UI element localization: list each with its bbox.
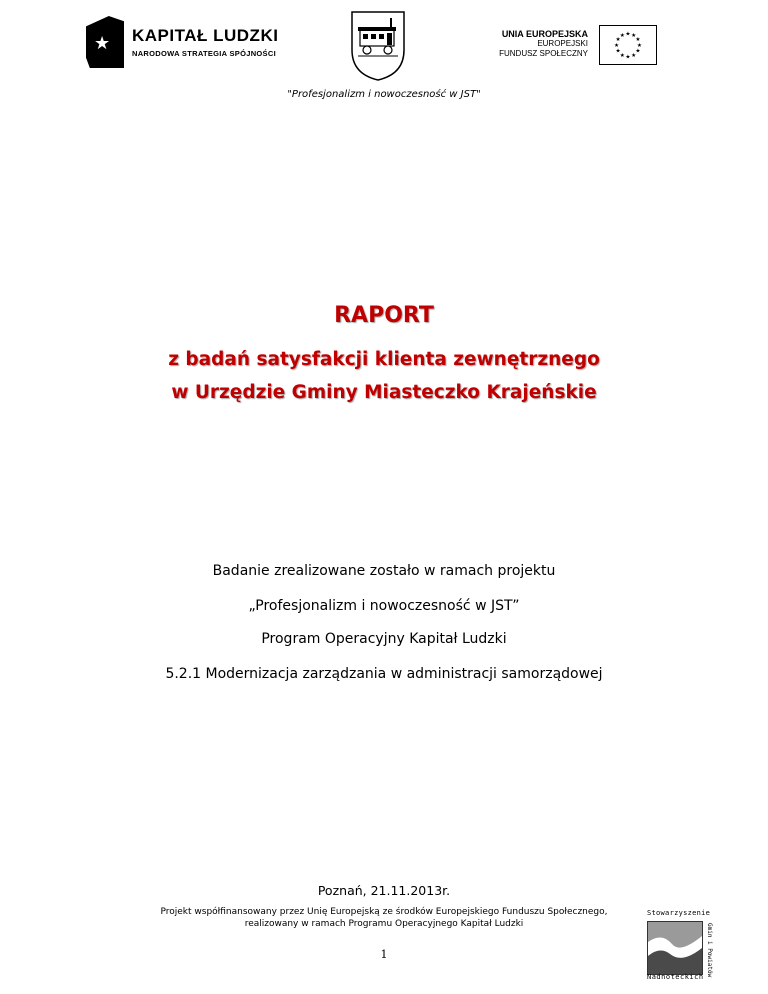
svg-text:★: ★	[631, 32, 637, 39]
svg-text:★: ★	[615, 37, 621, 44]
association-logo-side: Gmin i Powiatów	[706, 923, 713, 978]
info-line-3: Program Operacyjny Kapitał Ludzki	[261, 631, 507, 647]
association-logo-top: Stowarzyszenie	[647, 909, 711, 917]
kapital-ludzki-logo	[86, 16, 279, 68]
svg-text:★: ★	[615, 48, 621, 55]
footnote-line-2: realizowany w ramach Programu Operacyjnego Kapitał Ludzki	[244, 919, 524, 929]
report-subtitle-line-1: z badań satysfakcji klienta zewnętrznego	[168, 349, 600, 370]
eu-line-3: FUNDUSZ SPOŁECZNY	[499, 49, 588, 58]
kapital-ludzki-title: KAPITAŁ LUDZKI	[132, 26, 279, 45]
svg-text:★: ★	[619, 32, 625, 39]
association-map-icon	[647, 921, 703, 975]
page-number: 1	[380, 948, 388, 961]
eu-label	[484, 29, 588, 59]
place-date: Poznań, 21.11.2013r.	[317, 883, 451, 898]
info-line-1: Badanie zrealizowane zostało w ramach projektu	[212, 563, 556, 579]
svg-text:★: ★	[614, 42, 620, 49]
svg-text:★: ★	[635, 48, 641, 55]
svg-text:★: ★	[636, 42, 642, 49]
eu-flag-icon	[599, 25, 657, 65]
association-logo-bottom: Nadnoteckich	[647, 973, 704, 981]
footnote-line-1: Projekt współfinansowany przez Unię Europejską ze środków Europejskiego Funduszu Społecznego,	[160, 907, 608, 917]
svg-text:★: ★	[625, 31, 631, 38]
info-line-2: „Profesjonalizm i nowoczesność w JST”	[248, 598, 520, 614]
info-line-4: 5.2.1 Modernizacja zarządzania w administracji samorządowej	[165, 666, 603, 682]
report-title: RAPORT	[334, 303, 434, 328]
svg-text:★: ★	[635, 37, 641, 44]
report-subtitle-line-2: w Urzędzie Gminy Miasteczko Krajeńskie	[171, 382, 597, 403]
eu-line-1: UNIA EUROPEJSKA	[501, 29, 588, 39]
kapital-ludzki-subtitle: NARODOWA STRATEGIA SPÓJNOŚCI	[132, 49, 276, 58]
eu-line-2: EUROPEJSKI	[537, 39, 588, 48]
coat-of-arms-icon	[350, 10, 406, 82]
project-tagline: "Profesjonalizm i nowoczesność w JST"	[287, 89, 481, 100]
svg-text:★: ★	[619, 52, 625, 59]
star-icon: ★	[94, 33, 111, 53]
svg-text:★: ★	[631, 52, 637, 59]
svg-text:★: ★	[625, 54, 631, 61]
association-logo	[645, 909, 715, 983]
